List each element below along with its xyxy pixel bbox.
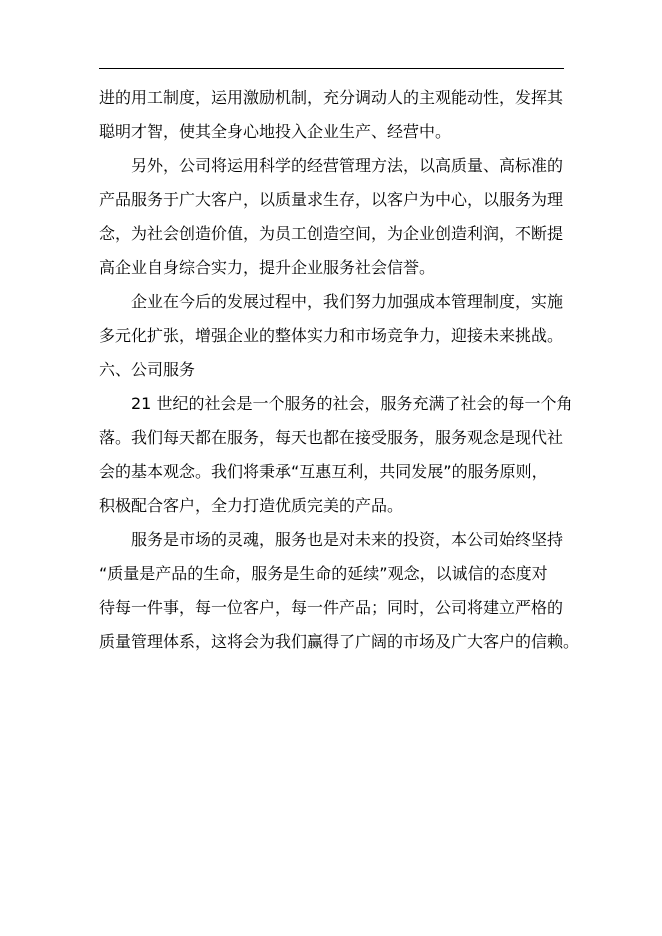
paragraph-line: 落。我们每天都在服务，每天也都在接受服务，服务观念是现代社 — [99, 428, 564, 447]
paragraph-line: 聪明才智，使其全身心地投入企业生产、经营中。 — [99, 122, 452, 141]
section-heading: 六、公司服务 — [99, 360, 196, 379]
paragraph-line: 21 世纪的社会是一个服务的社会，服务充满了社会的每一个角 — [131, 394, 573, 413]
paragraph-line: 会的基本观念。我们将秉承“互惠互利，共同发展”的服务原则， — [99, 462, 548, 481]
paragraph-line: “质量是产品的生命，服务是生命的延续”观念，以诚信的态度对 — [99, 564, 548, 583]
paragraph-line: 待每一件事，每一位客户，每一件产品；同时，公司将建立严格的 — [99, 598, 564, 617]
paragraph-line: 高企业自身综合实力，提升企业服务社会信誉。 — [99, 258, 436, 277]
paragraph-line: 产品服务于广大客户，以质量求生存，以客户为中心，以服务为理 — [99, 190, 564, 209]
paragraph-line: 质量管理体系，这将会为我们赢得了广阔的市场及广大客户的信赖。 — [99, 632, 580, 651]
header-rule — [99, 68, 564, 69]
paragraph-line: 进的用工制度，运用激励机制，充分调动人的主观能动性，发挥其 — [99, 88, 564, 107]
paragraph-line: 服务是市场的灵魂，服务也是对未来的投资，本公司始终坚持 — [131, 530, 564, 549]
paragraph-line: 念，为社会创造价值，为员工创造空间，为企业创造利润，不断提 — [99, 224, 564, 243]
paragraph-line: 多元化扩张，增强企业的整体实力和市场竞争力，迎接未来挑战。 — [99, 326, 564, 345]
paragraph-line: 另外，公司将运用科学的经营管理方法，以高质量、高标准的 — [131, 156, 564, 175]
paragraph-line: 企业在今后的发展过程中，我们努力加强成本管理制度，实施 — [131, 292, 564, 311]
paragraph-line: 积极配合客户，全力打造优质完美的产品。 — [99, 496, 404, 515]
